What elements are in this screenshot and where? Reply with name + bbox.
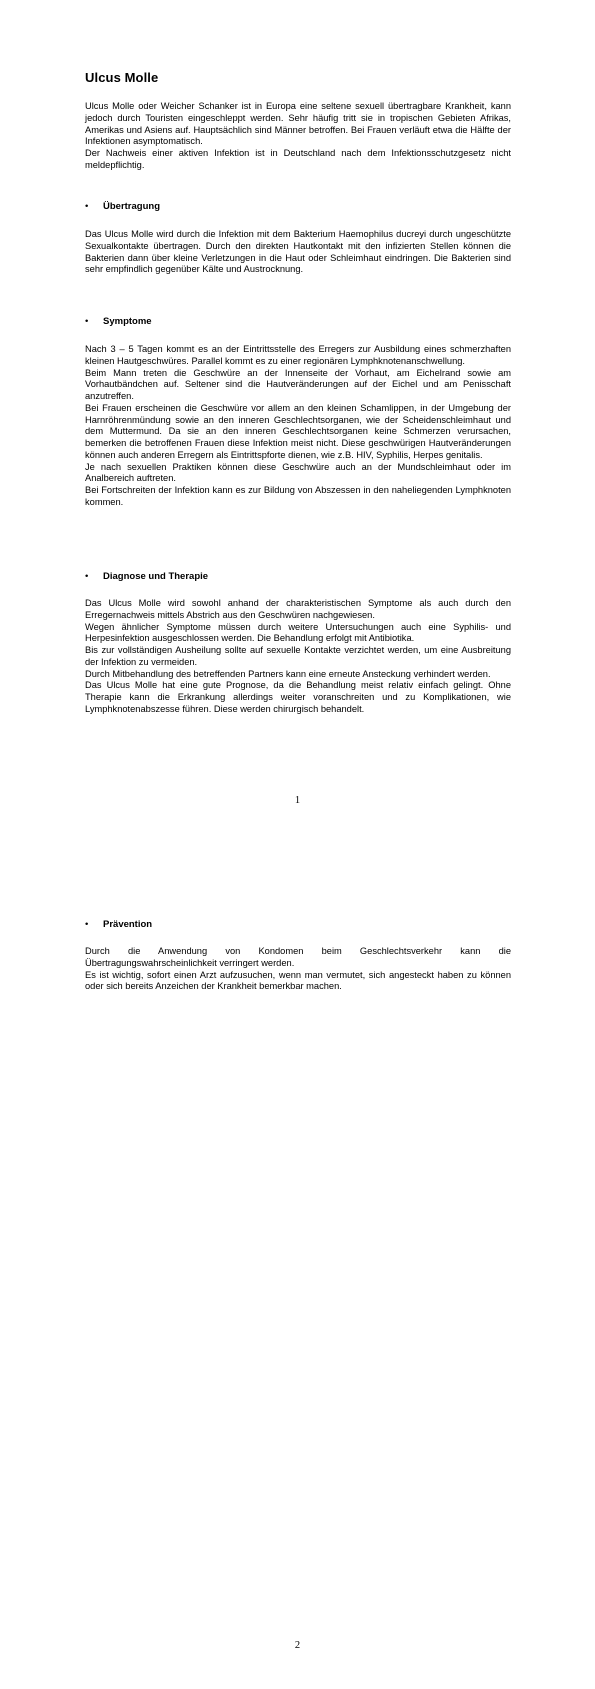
section-paragraph: Das Ulcus Molle wird sowohl anhand der charakteristischen Symptome als auch durch den Erregernachweis mittels Abstrich aus den Geschwüren nachgewiesen. [85, 598, 511, 620]
prevention-section [85, 946, 511, 993]
page-number: 1 [294, 795, 301, 806]
heading-label: Symptome [103, 316, 152, 327]
heading-label: Diagnose und Therapie [103, 571, 209, 582]
bullet-icon: • [85, 571, 89, 582]
bullet-icon: • [85, 919, 89, 930]
section-paragraph: Je nach sexuellen Praktiken können diese Geschwüre auch an der Mundschleimhaut oder im Analbereich auftreten. [85, 461, 511, 484]
symptoms-section [85, 344, 511, 509]
heading-prevention [85, 919, 152, 931]
section-paragraph: Bei Frauen erscheinen die Geschwüre vor allem an den kleinen Schamlippen, in der Umgebung der Harnröhrenmündung sowie an den inneren Geschlechtsorganen, wie der Scheidenschleimhaut und dem Muttermund. Da sie an den inneren Geschlechtsorganen keine Schmerzen verursachen, bemerken die betroffenen Frauen diese Infektion meist nicht. Diese geschwürigen Hautveränderungen können auch anderen Erregern als Eintrittspforte dienen, wie z.B. HIV, Syphilis, Herpes genitalis. [85, 402, 511, 460]
section-paragraph: Das Ulcus Molle wird durch die Infektion mit dem Bakterium Haemophilus ducreyi durch ungeschützte Sexualkontakte übertragen. Durch den direkten Hautkontakt mit den infizierten Stellen können die Bakterien dann über kleine Verletzungen in die Haut oder Schleimhaut eindringen. Die Bakterien sind sehr empfindlich gegenüber Kälte und Austrocknung. [85, 229, 511, 275]
intro-section [85, 101, 511, 172]
bullet-icon: • [85, 201, 89, 212]
section-paragraph: Bis zur vollständigen Ausheilung sollte auf sexuelle Kontakte verzichtet werden, um eine Ausbreitung der Infektion zu vermeiden. [85, 645, 511, 667]
heading-symptoms [85, 316, 152, 328]
heading-label: Übertragung [103, 201, 160, 212]
transmission-section [85, 229, 511, 276]
heading-diagnosis [85, 571, 208, 583]
heading-transmission [85, 201, 160, 213]
document-title: Ulcus Molle [85, 70, 159, 85]
intro-paragraph: Der Nachweis einer aktiven Infektion ist in Deutschland nach dem Infektionsschutzgesetz nicht meldepflichtig. [85, 148, 511, 170]
heading-label: Prävention [103, 919, 153, 930]
section-paragraph: Nach 3 – 5 Tagen kommt es an der Eintrittsstelle des Erregers zur Ausbildung eines schmerzhaften kleinen Hautgeschwüres. Parallel kommt es zu einer regionären Lymphknotenanschwellung. [85, 344, 511, 366]
section-paragraph: Das Ulcus Molle hat eine gute Prognose, da die Behandlung meist relativ einfach gelingt. Ohne Therapie kann die Erkrankung allerdings weiter voranschreiten und zu Komplikationen, wie Lymphknotenabszesse führen. Diese werden chirurgisch behandelt. [85, 680, 511, 714]
section-paragraph: Durch Mitbehandlung des betreffenden Partners kann eine erneute Ansteckung verhindert werden. [85, 668, 491, 679]
section-paragraph: Beim Mann treten die Geschwüre an der Innenseite der Vorhaut, am Eichelrand sowie am Vorhautbändchen auf. Seltener sind die Hautveränderungen auf der Eichel und am Penisschaft anzutreffen. [85, 367, 511, 401]
diagnosis-section [85, 598, 511, 716]
section-paragraph: Durch die Anwendung von Kondomen beim Geschlechtsverkehr kann die Übertragungswahrscheinlichkeit verringert werden. [85, 946, 511, 968]
section-paragraph: Es ist wichtig, sofort einen Arzt aufzusuchen, wenn man vermutet, sich angesteckt haben zu können oder sich bereits Anzeichen der Krankheit bemerkbar machen. [85, 969, 511, 992]
section-paragraph: Bei Fortschreiten der Infektion kann es zur Bildung von Abszessen in den naheliegenden Lymphknoten kommen. [85, 485, 511, 507]
bullet-icon: • [85, 316, 89, 327]
page-number: 2 [294, 1640, 301, 1651]
intro-paragraph: Ulcus Molle oder Weicher Schanker ist in Europa eine seltene sexuell übertragbare Krankheit, kann jedoch durch Touristen eingeschleppt werden. Sehr häufig tritt sie in tropischen Gebieten Afrikas, Amerikas und Asiens auf. Hauptsächlich sind Männer betroffen. Bei Frauen verläuft etwa die Hälfte der Infektionen asymptomatisch. [85, 101, 511, 147]
section-paragraph: Wegen ähnlicher Symptome müssen durch weitere Untersuchungen auch eine Syphilis- und Herpesinfektion ausgeschlossen werden. Die Behandlung erfolgt mit Antibiotika. [85, 621, 511, 644]
